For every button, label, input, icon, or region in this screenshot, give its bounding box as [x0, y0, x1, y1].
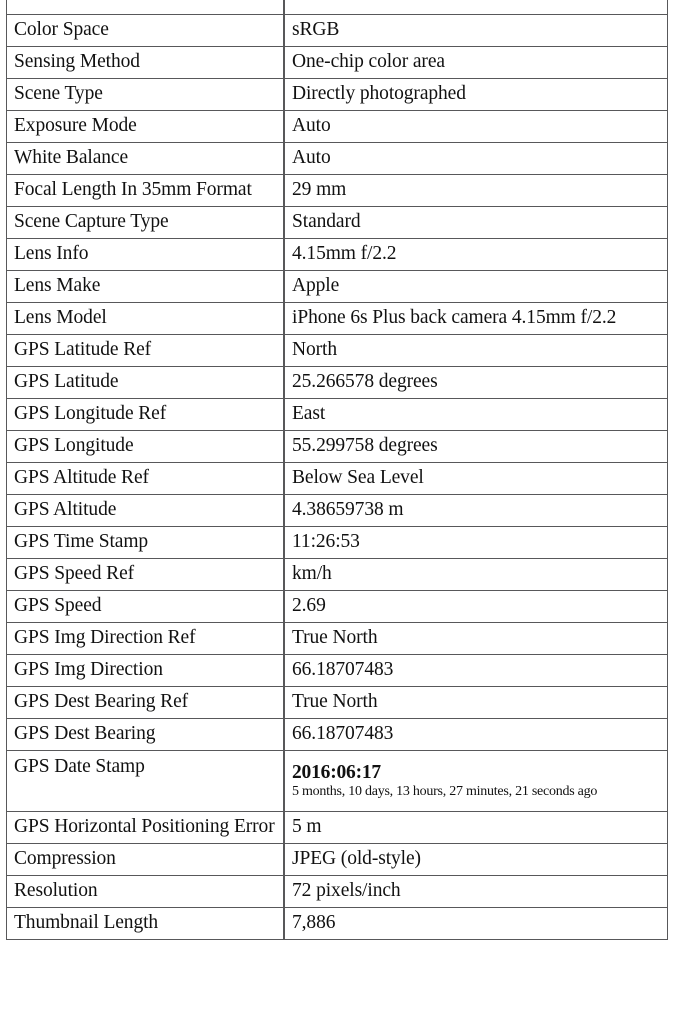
table-row	[6, 908, 668, 940]
property-value: sRGB	[284, 15, 668, 47]
property-value: iPhone 6s Plus back camera 4.15mm f/2.2	[284, 303, 668, 335]
property-value: JPEG (old-style)	[284, 844, 668, 876]
table-row	[6, 876, 668, 908]
property-label: Compression	[6, 844, 284, 876]
property-label: Lens Make	[6, 271, 284, 303]
table-row	[6, 271, 668, 303]
gps-date-value: 2016:06:17	[292, 761, 381, 783]
property-value: 11:26:53	[284, 527, 668, 559]
table-row	[6, 527, 668, 559]
property-value: 5 m	[284, 812, 668, 844]
table-row	[6, 111, 668, 143]
property-value: 4.38659738 m	[284, 495, 668, 527]
property-label: White Balance	[6, 143, 284, 175]
property-value	[284, 0, 668, 15]
table-row-partial-top	[6, 0, 668, 15]
gps-date-relative-time: 5 months, 10 days, 13 hours, 27 minutes, 21 seconds ago	[292, 783, 598, 799]
property-value: 66.18707483	[284, 655, 668, 687]
property-label: GPS Longitude Ref	[6, 399, 284, 431]
property-label: GPS Img Direction	[6, 655, 284, 687]
table-row	[6, 143, 668, 175]
property-value: 55.299758 degrees	[284, 431, 668, 463]
table-row	[6, 367, 668, 399]
table-row	[6, 844, 668, 876]
property-value: 2.69	[284, 591, 668, 623]
property-value: km/h	[284, 559, 668, 591]
table-row	[6, 303, 668, 335]
property-label: GPS Time Stamp	[6, 527, 284, 559]
property-value: Standard	[284, 207, 668, 239]
property-label: Resolution	[6, 876, 284, 908]
property-value: Apple	[284, 271, 668, 303]
property-label: Thumbnail Length	[6, 908, 284, 940]
table-row	[6, 687, 668, 719]
table-row	[6, 431, 668, 463]
property-label: GPS Date Stamp	[6, 751, 284, 812]
table-row	[6, 623, 668, 655]
property-value: 7,886	[284, 908, 668, 940]
property-value: 25.266578 degrees	[284, 367, 668, 399]
table-row	[6, 591, 668, 623]
property-value: True North	[284, 687, 668, 719]
property-value: Auto	[284, 143, 668, 175]
property-value: East	[284, 399, 668, 431]
property-value: 29 mm	[284, 175, 668, 207]
property-label: GPS Horizontal Positioning Error	[6, 812, 284, 844]
property-label: Lens Info	[6, 239, 284, 271]
property-label: GPS Speed	[6, 591, 284, 623]
table-row	[6, 175, 668, 207]
table-row	[6, 559, 668, 591]
table-row	[6, 15, 668, 47]
table-row	[6, 47, 668, 79]
table-row	[6, 399, 668, 431]
property-label: Sensing Method	[6, 47, 284, 79]
table-row	[6, 239, 668, 271]
property-value: North	[284, 335, 668, 367]
table-row	[6, 812, 668, 844]
property-value: One-chip color area	[284, 47, 668, 79]
exif-metadata-table	[6, 0, 668, 940]
table-row	[6, 335, 668, 367]
property-value: Directly photographed	[284, 79, 668, 111]
property-label: GPS Dest Bearing	[6, 719, 284, 751]
table-body	[6, 0, 668, 940]
property-label: Lens Model	[6, 303, 284, 335]
table-row	[6, 495, 668, 527]
property-label: Exposure Mode	[6, 111, 284, 143]
property-label: GPS Latitude Ref	[6, 335, 284, 367]
table-row	[6, 207, 668, 239]
property-value: True North	[284, 623, 668, 655]
property-label: GPS Latitude	[6, 367, 284, 399]
property-label: Color Space	[6, 15, 284, 47]
property-value: Auto	[284, 111, 668, 143]
property-value: Below Sea Level	[284, 463, 668, 495]
table-row	[6, 79, 668, 111]
property-label: GPS Altitude Ref	[6, 463, 284, 495]
property-label	[6, 0, 284, 15]
property-label: GPS Longitude	[6, 431, 284, 463]
property-value: 72 pixels/inch	[284, 876, 668, 908]
table-row-gps-date-stamp	[6, 751, 668, 812]
property-value: 66.18707483	[284, 719, 668, 751]
property-value: 4.15mm f/2.2	[284, 239, 668, 271]
property-label: GPS Altitude	[6, 495, 284, 527]
property-label: GPS Dest Bearing Ref	[6, 687, 284, 719]
property-value-group	[284, 751, 668, 812]
table-scroll-container	[6, 0, 668, 940]
property-label: Focal Length In 35mm Format	[6, 175, 284, 207]
table-row	[6, 655, 668, 687]
table-row	[6, 719, 668, 751]
property-label: GPS Img Direction Ref	[6, 623, 284, 655]
property-label: Scene Type	[6, 79, 284, 111]
property-label: GPS Speed Ref	[6, 559, 284, 591]
table-row	[6, 463, 668, 495]
property-label: Scene Capture Type	[6, 207, 284, 239]
